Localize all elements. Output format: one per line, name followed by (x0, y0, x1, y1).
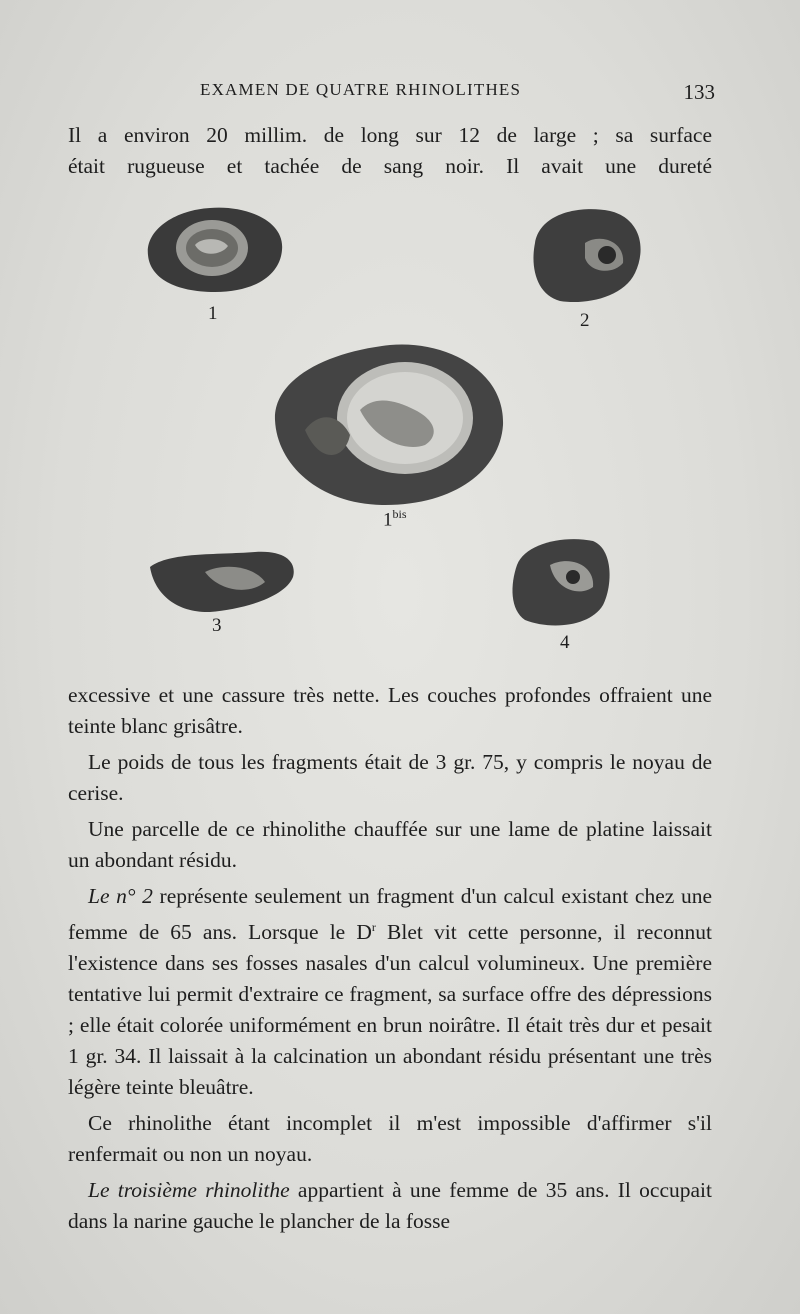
paragraph-6 (68, 1175, 712, 1237)
rhinolith-figure-3 (145, 547, 300, 615)
figure-label-1bis (383, 507, 407, 531)
paragraph-4 (68, 881, 712, 1103)
rhinolith-figure-2 (525, 203, 650, 308)
paragraph-6-text: appartient à une femme de 35 ans. Il occupait dans la narine gauche le plancher de la fosse (68, 1178, 712, 1234)
figure-label-2: 2 (580, 310, 590, 331)
page-number: 133 (683, 80, 715, 104)
paragraph-1: excessive et une cassure très nette. Les couches profondes offraient une teinte blanc grisâtre. (68, 683, 712, 738)
paragraph-4-text-a: représente seulement un fragment d'un calcul existant chez une femme de 65 ans. Lorsque le D (68, 884, 712, 945)
figure-label-1bis-sup: bis (392, 507, 407, 521)
paragraph-2: Le poids de tous les fragments était de 3 gr. 75, y compris le noyau de cerise. (68, 750, 712, 805)
paragraph-5: Ce rhinolithe étant incomplet il m'est impossible d'affirmer s'il renfermait ou non un noyau. (68, 1111, 712, 1167)
figure-label-1: 1 (208, 303, 218, 324)
paragraph-3: Une parcelle de ce rhinolithe chauffée sur une lame de platine laissait un abondant résidu. (68, 817, 712, 872)
figure-label-4: 4 (560, 632, 570, 653)
text-line: Il a environ 20 millim. de long sur 12 de large ; sa surface (68, 123, 712, 147)
paragraph-4-sup: r (371, 920, 376, 934)
page-header (200, 80, 715, 108)
body-text (68, 680, 712, 1237)
rhinolith-figure-1bis (265, 340, 510, 510)
paragraph-4-text-b: Blet vit cette personne, il reconnut l'existence dans ses fosses nasales d'un calcul volumineux. Une première tentative lui permit d'extraire ce fragment, sa surface offre des dépressions ; elle était colorée uniformément en brun noirâtre. Il était très dur et pesait 1 gr. 34. Il laissait à la calcination un abondant résidu présentant une très légère teinte bleuâtre. (68, 920, 712, 1100)
paragraph-6-italic: Le troisième rhinolithe (88, 1178, 290, 1203)
paragraph-4-italic: Le n° 2 (88, 884, 153, 908)
text-line: était rugueuse et tachée de sang noir. Il avait une dureté (68, 154, 712, 178)
figure-label-3: 3 (212, 615, 222, 636)
figure-plate (0, 195, 800, 665)
rhinolith-figure-4 (505, 535, 615, 630)
running-title: EXAMEN DE QUATRE RHINOLITHES (200, 80, 522, 99)
rhinolith-figure-1 (140, 200, 290, 300)
top-text-block (68, 120, 712, 182)
figure-label-1bis-number: 1 (383, 509, 393, 531)
